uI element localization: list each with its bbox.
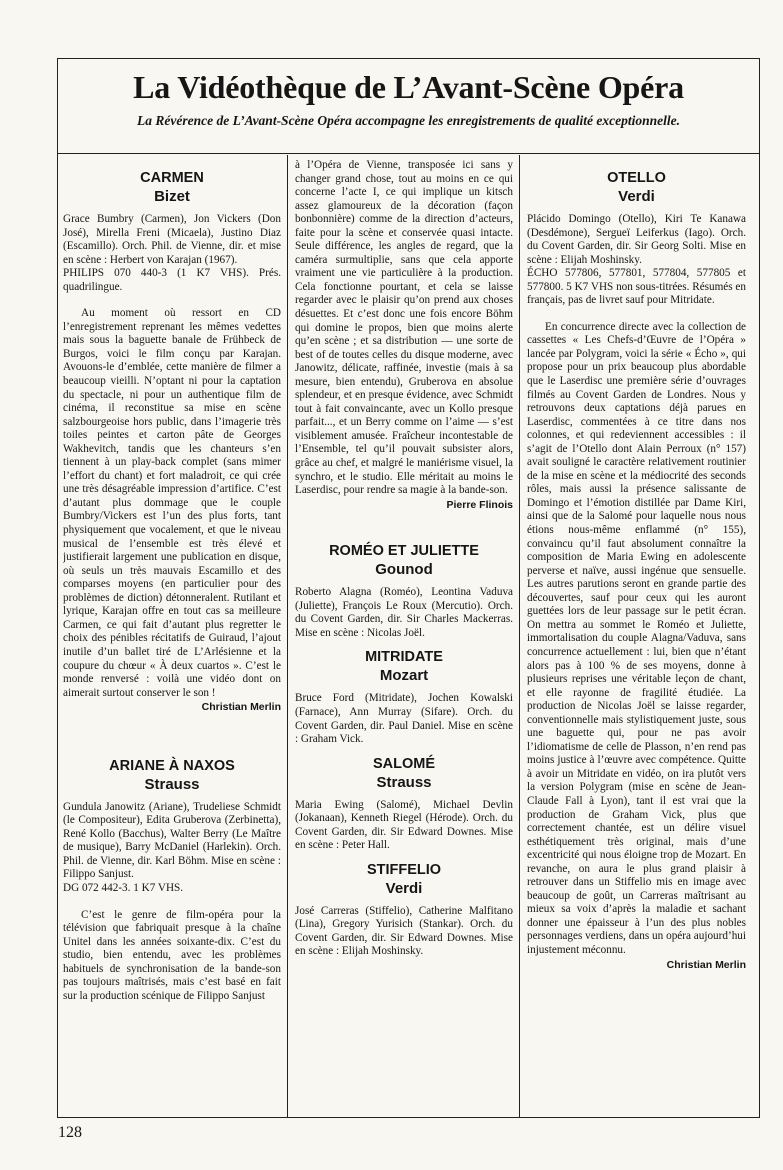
column-3	[527, 155, 746, 1113]
ariane-review-part2: à l’Opéra de Vienne, transposée ici sans y changer grand chose, tout au moins en ce qui concerne l’acte I, ce qui implique un kitsch assez glamoureux de la décoration (façon bonbonnière) comme de la direction d’acteurs, faite pour la scène et conservée quasi intacte. Seule différence, les angles de regard, que la caméra surmultiplie, sans que cela apporte vraiment une vie particulière à la production. Cela fonctionne pourtant, et cela se laisse regarder avec le plaisir qu’on prend aux choses désuettes. Et c’est donc une fois encore Böhm qui domine le propos, bien que moins alerte qu’en scène ; et sa distribution — une sorte de best of de toutes celles du disque moderne, avec Janowitz, délicate, raffinée, investie (mais à sa mesure, bien entendu), Gruberova en absolue splendeur, et en presque évidence, avec Schmidt tout à fait convaincante, avec un Kollo presque parfait..., et un Berry comme on l’aime — s’est visiblement amusée. Fraîcheur incontestable de l’Ensemble, tel qu’il pouvait subsister alors, grâce au chef, et malgré le maniérisme visuel, la synchro, et le studio. Elle méritait au moins le Laserdisc, pour rendre sa magie à la bande-son.	[295, 159, 513, 497]
column-1	[63, 155, 281, 1113]
ariane-review-part1: C’est le genre de film-opéra pour la télévision que fabriquait presque à la chaîne Unitel dans les années soixante-dix. C’est du studio, bien entendu, avec les problèmes habituels de synchronisation de la bande-son pas toujours maîtrisés, mais c’est basé en fait sur la production scénique de Filippo Sanjust	[63, 908, 281, 1002]
page-number: 128	[58, 1124, 82, 1141]
romeo-composer: Gounod	[375, 561, 433, 579]
page-header	[58, 59, 759, 154]
mitridate-title: MITRIDATE	[365, 649, 443, 666]
romeo-cast: Roberto Alagna (Roméo), Leontina Vaduva (Juliette), François Le Roux (Mercutio). Orch. du Covent Garden, dir. Sir Charles Mackerras. Mise en scène : Nicolas Joël.	[295, 586, 513, 639]
salome-composer: Strauss	[376, 773, 432, 791]
ariane-ref: DG 072 442-3. 1 K7 VHS.	[63, 881, 184, 894]
carmen-review: Au moment où ressort en CD l’enregistrement reprenant les mêmes vedettes mais sous la baguette banale de Frühbeck de Burgos, voici le film conçu par Karajan. Avouons-le d’emblée, cette manière de filmer a beaucoup vieilli. N’optant ni pour la captation du spectacle, ni pour un authentique film de cinéma, il reconstitue sa mise en scène salzbourgeoise hors public, dans l’imagerie très toiles peintes et carton pâte de Georges Wakhevitch, tandis que les chanteurs s’en tiennent à un play-back complet (sans mimer l’effort du chant) et fort maladroit, ce qui crée une très désagréable impression d’artifice. C’est d’autant plus dommage que le couple Bumbry/Vickers est l’un des plus forts, tant physiquement que vocalement, et que le niveau musical de l’ensemble est très élevé et justifierait largement une publication en disque, où seuls un très mauvais Escamillo et des comparses moyens (en particulier pour des problèmes de diction) détonneralent. Rutilant et lyrique, Karajan offre en tout cas sa meilleure Carmen, ce qui fait d’autant plus regretter le choix des pénibles récitatifs de Guiraud, l’ajout inutile d’un ballet tiré de L’Arlésienne et la coupure du chœur « À deux cuartos ». C’est le monde renversé : voilà une vidéo dont on aimerait surtout conserver le son !	[63, 307, 281, 699]
otello-review: En concurrence directe avec la collection de cassettes « Les Chefs-d’Œuvre de l’Opéra » lancée par Polygram, voici la série « Écho », qui propose pour un prix beaucoup plus abordable que le Laserdisc une première série d’ouvrages filmés au Covent Garden de Londres. Nous y retrouvons deux captations déjà parues en Laserdisc, commentées à ce titre dans nos colonnes, et qui redeviennent accessibles : il s’agit de l’Otello dont Alain Perroux (n° 157) avait souligné le caractère relativement routinier de la mise en scène et la médiocrité des seconds rôles, mais aussi la présence salissante de Domingo et l’émotion distillée par Dame Kiri, ainsi que de la Salomé pour laquelle nous nous étions nous-même enflammé (n° 155), convaincu qu’il faut absolument connaître la composition de Maria Ewing en adolescente perverse et naïve, aussi ingénue que sensuelle. Les autres parutions seront en grande partie des découvertes, sauf pour ceux qui les auront guettées lors de leur passage sur le petit écran. On mettra au sommet le Roméo et Juliette, immortalisation du couple Alagna/Vaduva, sans concurrence actuellement : lui, bien que n’étant alors pas à 100 % de ses moyens, donne à plusieurs reprises une véritable leçon de chant, et elle rayonne de fragilité étudiée. La production de Nicolas Joël se laisse regarder, conventionnelle mais stylistiquement juste, sous une baguette qui, pour ne pas avoir l’idiomatisme de celle de Plasson, n’en rend pas moins justice à l’œuvre avec compétence. Quitte à avoir un Mitridate en vidéo, on ira plutôt vers la version Polygram (mise en scène de Jean-Claude Fall à Lyon), tant il est vrai que la production de Graham Vick, plus que correctement chantée, est un délire visuel esthétiquement très original, mais d’une excentricité qui nous éloigne trop de Mozart. En revanche, on aura le plus grand plaisir à retrouver dans un Stiffelio mis en image avec beaucoup de goût, un Carreras maîtrisant au mieux sa voix d’après la maladie et sachant donner une épaisseur à l’un des plus nobles personnages verdiens, dans un opéra aujourd’hui injustement méconnu.	[527, 320, 746, 956]
otello-title: OTELLO	[607, 170, 666, 186]
stiffelio-title: STIFFELIO	[366, 861, 442, 878]
mitridate-composer: Mozart	[379, 667, 429, 685]
ariane-composer: Strauss	[144, 775, 200, 793]
romeo-title: ROMÉO ET JULIETTE	[329, 543, 479, 560]
salome-cast: Maria Ewing (Salomé), Michael Devlin (Jokanaan), Kenneth Riegel (Hérode). Orch. du Covent Garden, dir. Sir Edward Downes. Mise en scène : Peter Hall.	[295, 798, 513, 852]
carmen-cast: Grace Bumbry (Carmen), Jon Vickers (Don José), Mirella Freni (Micaela), Justino Diaz (Escamillo). Orch. Phil. de Vienne, dir. et mise en scène : Herbert von Karajan (1967).	[63, 213, 281, 266]
mitridate-cast: Bruce Ford (Mitridate), Jochen Kowalski (Farnace), Ann Murray (Sifare). Orch. du Covent Garden, dir. Paul Daniel. Mise en scène : Graham Vick.	[295, 692, 513, 746]
salome-title: SALOMÉ	[372, 755, 436, 772]
column-2	[295, 155, 513, 1113]
carmen-signature: Christian Merlin	[201, 701, 281, 714]
column-divider	[519, 155, 520, 1117]
carmen-composer: Bizet	[154, 188, 190, 205]
ariane-cast: Gundula Janowitz (Ariane), Trudeliese Schmidt (le Compositeur), Edita Gruberova (Zerbinetta), René Kollo (Bacchus), Walter Berry (Le Maître de musique), Barry McDaniel (Harlekin). Orch. Phil. de Vienne, dir. Karl Böhm. Mise en scène : Filippo Sanjust.	[63, 800, 281, 881]
otello-cast: Plácido Domingo (Otello), Kiri Te Kanawa (Desdémone), Sergueï Leiferkus (Iago). Orch. du Covent Garden, dir. Sir Georg Solti. Mise en scène : Elijah Moshinsky.	[527, 213, 746, 266]
stiffelio-composer: Verdi	[385, 879, 423, 897]
page-title: La Vidéothèque de L’Avant-Scène Opéra	[133, 69, 684, 105]
stiffelio-cast: José Carreras (Stiffelio), Catherine Malfitano (Lina), Gregory Yurisich (Stankar). Orch. du Covent Garden, dir. Sir Edward Downes. Mise en scène : Elijah Moshinsky.	[295, 904, 513, 958]
ariane-title: ARIANE À NAXOS	[109, 757, 235, 774]
column-divider	[287, 155, 288, 1117]
otello-signature: Christian Merlin	[666, 958, 746, 971]
otello-ref: ÉCHO 577806, 577801, 577804, 577805 et 577800. 5 K7 VHS non sous-titrées. Résumés en français, pas de livret sauf pour Mitridate.	[527, 267, 746, 307]
page-subtitle: La Révérence de L’Avant-Scène Opéra accompagne les enregistrements de qualité exceptionnelle.	[136, 113, 681, 128]
ariane-signature: Pierre Flinois	[446, 498, 513, 511]
otello-composer: Verdi	[618, 188, 655, 205]
carmen-ref: PHILIPS 070 440-3 (1 K7 VHS). Prés. quadrilingue.	[63, 267, 281, 293]
carmen-title: CARMEN	[140, 170, 204, 186]
article-frame	[57, 58, 760, 1118]
